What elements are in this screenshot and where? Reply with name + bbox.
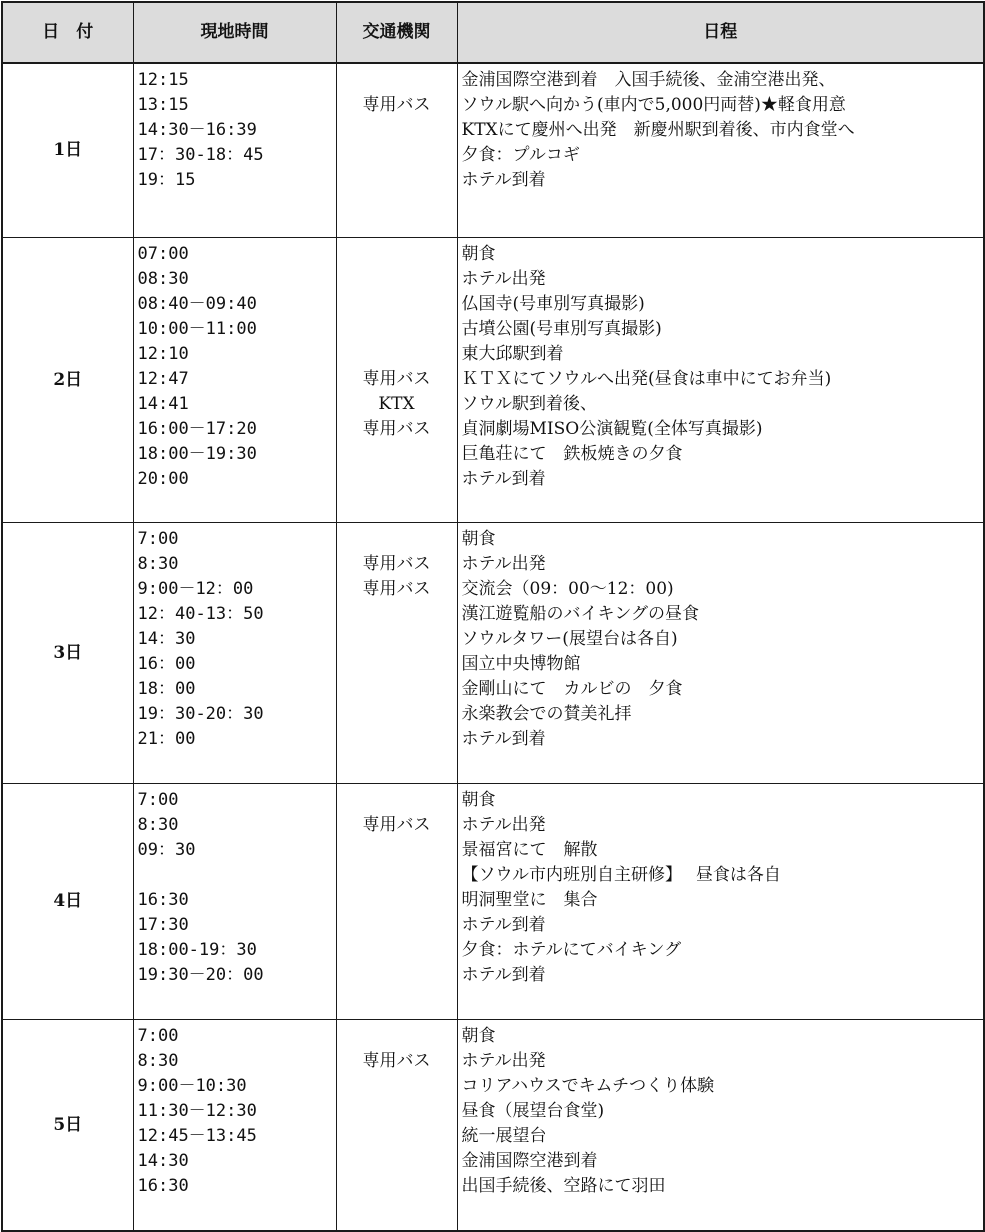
schedule-line: 東大邱駅到着 [461, 344, 564, 364]
transport-cell [336, 523, 457, 784]
schedule-line: ホテル到着 [461, 170, 546, 190]
time-line: 08:40－09:40 [137, 294, 257, 314]
schedule-line: 漢江遊覧船のバイキングの昼食 [461, 604, 699, 624]
transport-line [337, 317, 457, 342]
schedule-line: 夕食：プルコギ [461, 145, 580, 165]
transport-line: 専用バス [362, 1051, 431, 1071]
time-line: 18:00－19:30 [137, 444, 257, 464]
time-cell [133, 784, 336, 1020]
day-cell: 3日 [2, 523, 133, 784]
time-line: 16:00－17:20 [137, 419, 257, 439]
table-row [2, 63, 984, 238]
schedule-cell [457, 523, 984, 784]
schedule-line: 巨亀荘にて 鉄板焼きの夕食 [461, 444, 683, 464]
schedule-line: ホテル到着 [461, 965, 546, 985]
schedule-line: 国立中央博物館 [461, 654, 581, 674]
time-line: 17：30-18：45 [137, 145, 264, 165]
transport-line: 専用バス [362, 554, 431, 574]
schedule-line: 出国手続後、空路にて羽田 [461, 1176, 666, 1196]
schedule-line: 貞洞劇場MISO公演観覧(全体写真撮影) [461, 419, 763, 439]
schedule-line: 【ソウル市内班別自主研修】 昼食は各自 [461, 865, 781, 885]
time-line: 8:30 [137, 554, 179, 574]
header-date: 日 付 [2, 2, 133, 63]
schedule-line: 永楽教会での賛美礼拝 [461, 704, 632, 724]
time-line: 16：00 [137, 654, 196, 674]
time-line: 16:30 [137, 890, 189, 910]
time-line: 20:00 [137, 469, 189, 489]
header-local-time: 現地時間 [133, 2, 336, 63]
schedule-line: ソウル駅へ向かう(車内で5,000円両替)★軽食用意 [461, 95, 846, 115]
day-cell: 2日 [2, 238, 133, 523]
header-row [2, 2, 984, 63]
schedule-line: 朝食 [461, 790, 496, 810]
itinerary-table [1, 1, 985, 1232]
schedule-line: ホテル出発 [461, 815, 546, 835]
transport-cell [336, 784, 457, 1020]
time-line: 7:00 [137, 790, 179, 810]
day-cell: 5日 [2, 1020, 133, 1232]
transport-line: 専用バス [362, 579, 431, 599]
time-line: 12：40-13：50 [137, 604, 264, 624]
time-line: 12:47 [137, 369, 189, 389]
schedule-line: ホテル到着 [461, 915, 546, 935]
schedule-line: 朝食 [461, 529, 496, 549]
time-line: 8:30 [137, 1051, 179, 1071]
time-line [138, 863, 336, 888]
header-transport: 交通機関 [336, 2, 457, 63]
time-line: 12:10 [137, 344, 189, 364]
schedule-line: コリアハウスでキムチつくり体験 [461, 1076, 715, 1096]
itinerary-body [2, 63, 984, 1231]
schedule-line: 交流会（09：00～12：00) [461, 579, 674, 599]
time-line: 08:30 [137, 269, 189, 289]
schedule-line: ソウルタワー(展望台は各自) [461, 629, 678, 649]
schedule-cell [457, 1020, 984, 1232]
schedule-line: 古墳公園(号車別写真撮影) [461, 319, 662, 339]
time-line: 07:00 [137, 244, 189, 264]
table-row [2, 1020, 984, 1232]
schedule-line: 景福宮にて 解散 [461, 840, 598, 860]
time-line: 14:30 [137, 1151, 189, 1171]
schedule-line: 朝食 [461, 1026, 496, 1046]
time-line: 19：30-20：30 [137, 704, 264, 724]
table-row [2, 238, 984, 523]
time-line: 7:00 [137, 1026, 179, 1046]
time-line: 14:30－16:39 [137, 120, 257, 140]
schedule-cell [457, 784, 984, 1020]
time-line: 18：00 [137, 679, 196, 699]
time-line: 17:30 [137, 915, 189, 935]
time-line: 10:00－11:00 [137, 319, 257, 339]
time-line: 09：30 [137, 840, 196, 860]
time-line: 14:41 [137, 394, 189, 414]
transport-line [337, 342, 457, 367]
schedule-line: ホテル出発 [461, 554, 546, 574]
time-line: 9:00－10:30 [137, 1076, 247, 1096]
day-cell: 1日 [2, 63, 133, 238]
transport-line: 専用バス [362, 369, 431, 389]
schedule-line: 金浦国際空港到着 [461, 1151, 598, 1171]
table-row [2, 523, 984, 784]
time-cell [133, 523, 336, 784]
transport-line: 専用バス [362, 95, 431, 115]
time-line: 19:30－20：00 [137, 965, 264, 985]
schedule-line: 統一展望台 [461, 1126, 547, 1146]
time-cell [133, 1020, 336, 1232]
schedule-line: 朝食 [461, 244, 496, 264]
schedule-line: 金浦国際空港到着 入国手続後、金浦空港出発、 [461, 70, 836, 90]
time-line: 16:30 [137, 1176, 189, 1196]
schedule-line: KTXにて慶州へ出発 新慶州駅到着後、市内食堂へ [461, 120, 855, 140]
schedule-line: ホテル出発 [461, 1051, 546, 1071]
table-row [2, 784, 984, 1020]
time-line: 9:00－12：00 [137, 579, 254, 599]
schedule-line: 明洞聖堂に 集合 [461, 890, 598, 910]
time-line: 21：00 [137, 729, 196, 749]
day-cell: 4日 [2, 784, 133, 1020]
transport-cell [336, 1020, 457, 1232]
schedule-line: 仏国寺(号車別写真撮影) [461, 294, 645, 314]
schedule-line: 昼食（展望台食堂) [461, 1101, 605, 1121]
schedule-cell [457, 63, 984, 238]
time-line: 18:00-19：30 [137, 940, 257, 960]
time-line: 13:15 [137, 95, 189, 115]
schedule-line: 金剛山にて カルビの 夕食 [461, 679, 683, 699]
time-cell [133, 63, 336, 238]
transport-line: 専用バス [362, 815, 431, 835]
schedule-line: ソウル駅到着後、 [461, 394, 597, 414]
time-line: 7:00 [137, 529, 179, 549]
schedule-line: ホテル到着 [461, 729, 546, 749]
time-cell [133, 238, 336, 523]
transport-cell [336, 238, 457, 523]
time-line: 8:30 [137, 815, 179, 835]
schedule-line: 夕食：ホテルにてバイキング [461, 940, 682, 960]
time-line: 19：15 [137, 170, 196, 190]
time-line: 12:45－13:45 [137, 1126, 257, 1146]
schedule-line: ホテル出発 [461, 269, 546, 289]
time-line: 14：30 [137, 629, 196, 649]
transport-line: KTX [378, 394, 415, 414]
header-schedule: 日程 [457, 2, 984, 63]
schedule-cell [457, 238, 984, 523]
transport-line: 専用バス [362, 419, 431, 439]
transport-line [337, 292, 457, 317]
transport-line [337, 267, 457, 292]
time-line: 11:30－12:30 [137, 1101, 257, 1121]
schedule-line: ホテル到着 [461, 469, 546, 489]
schedule-line: ＫＴＸにてソウルへ出発(昼食は車中にてお弁当) [461, 369, 832, 389]
time-line: 12:15 [137, 70, 189, 90]
transport-cell [336, 63, 457, 238]
